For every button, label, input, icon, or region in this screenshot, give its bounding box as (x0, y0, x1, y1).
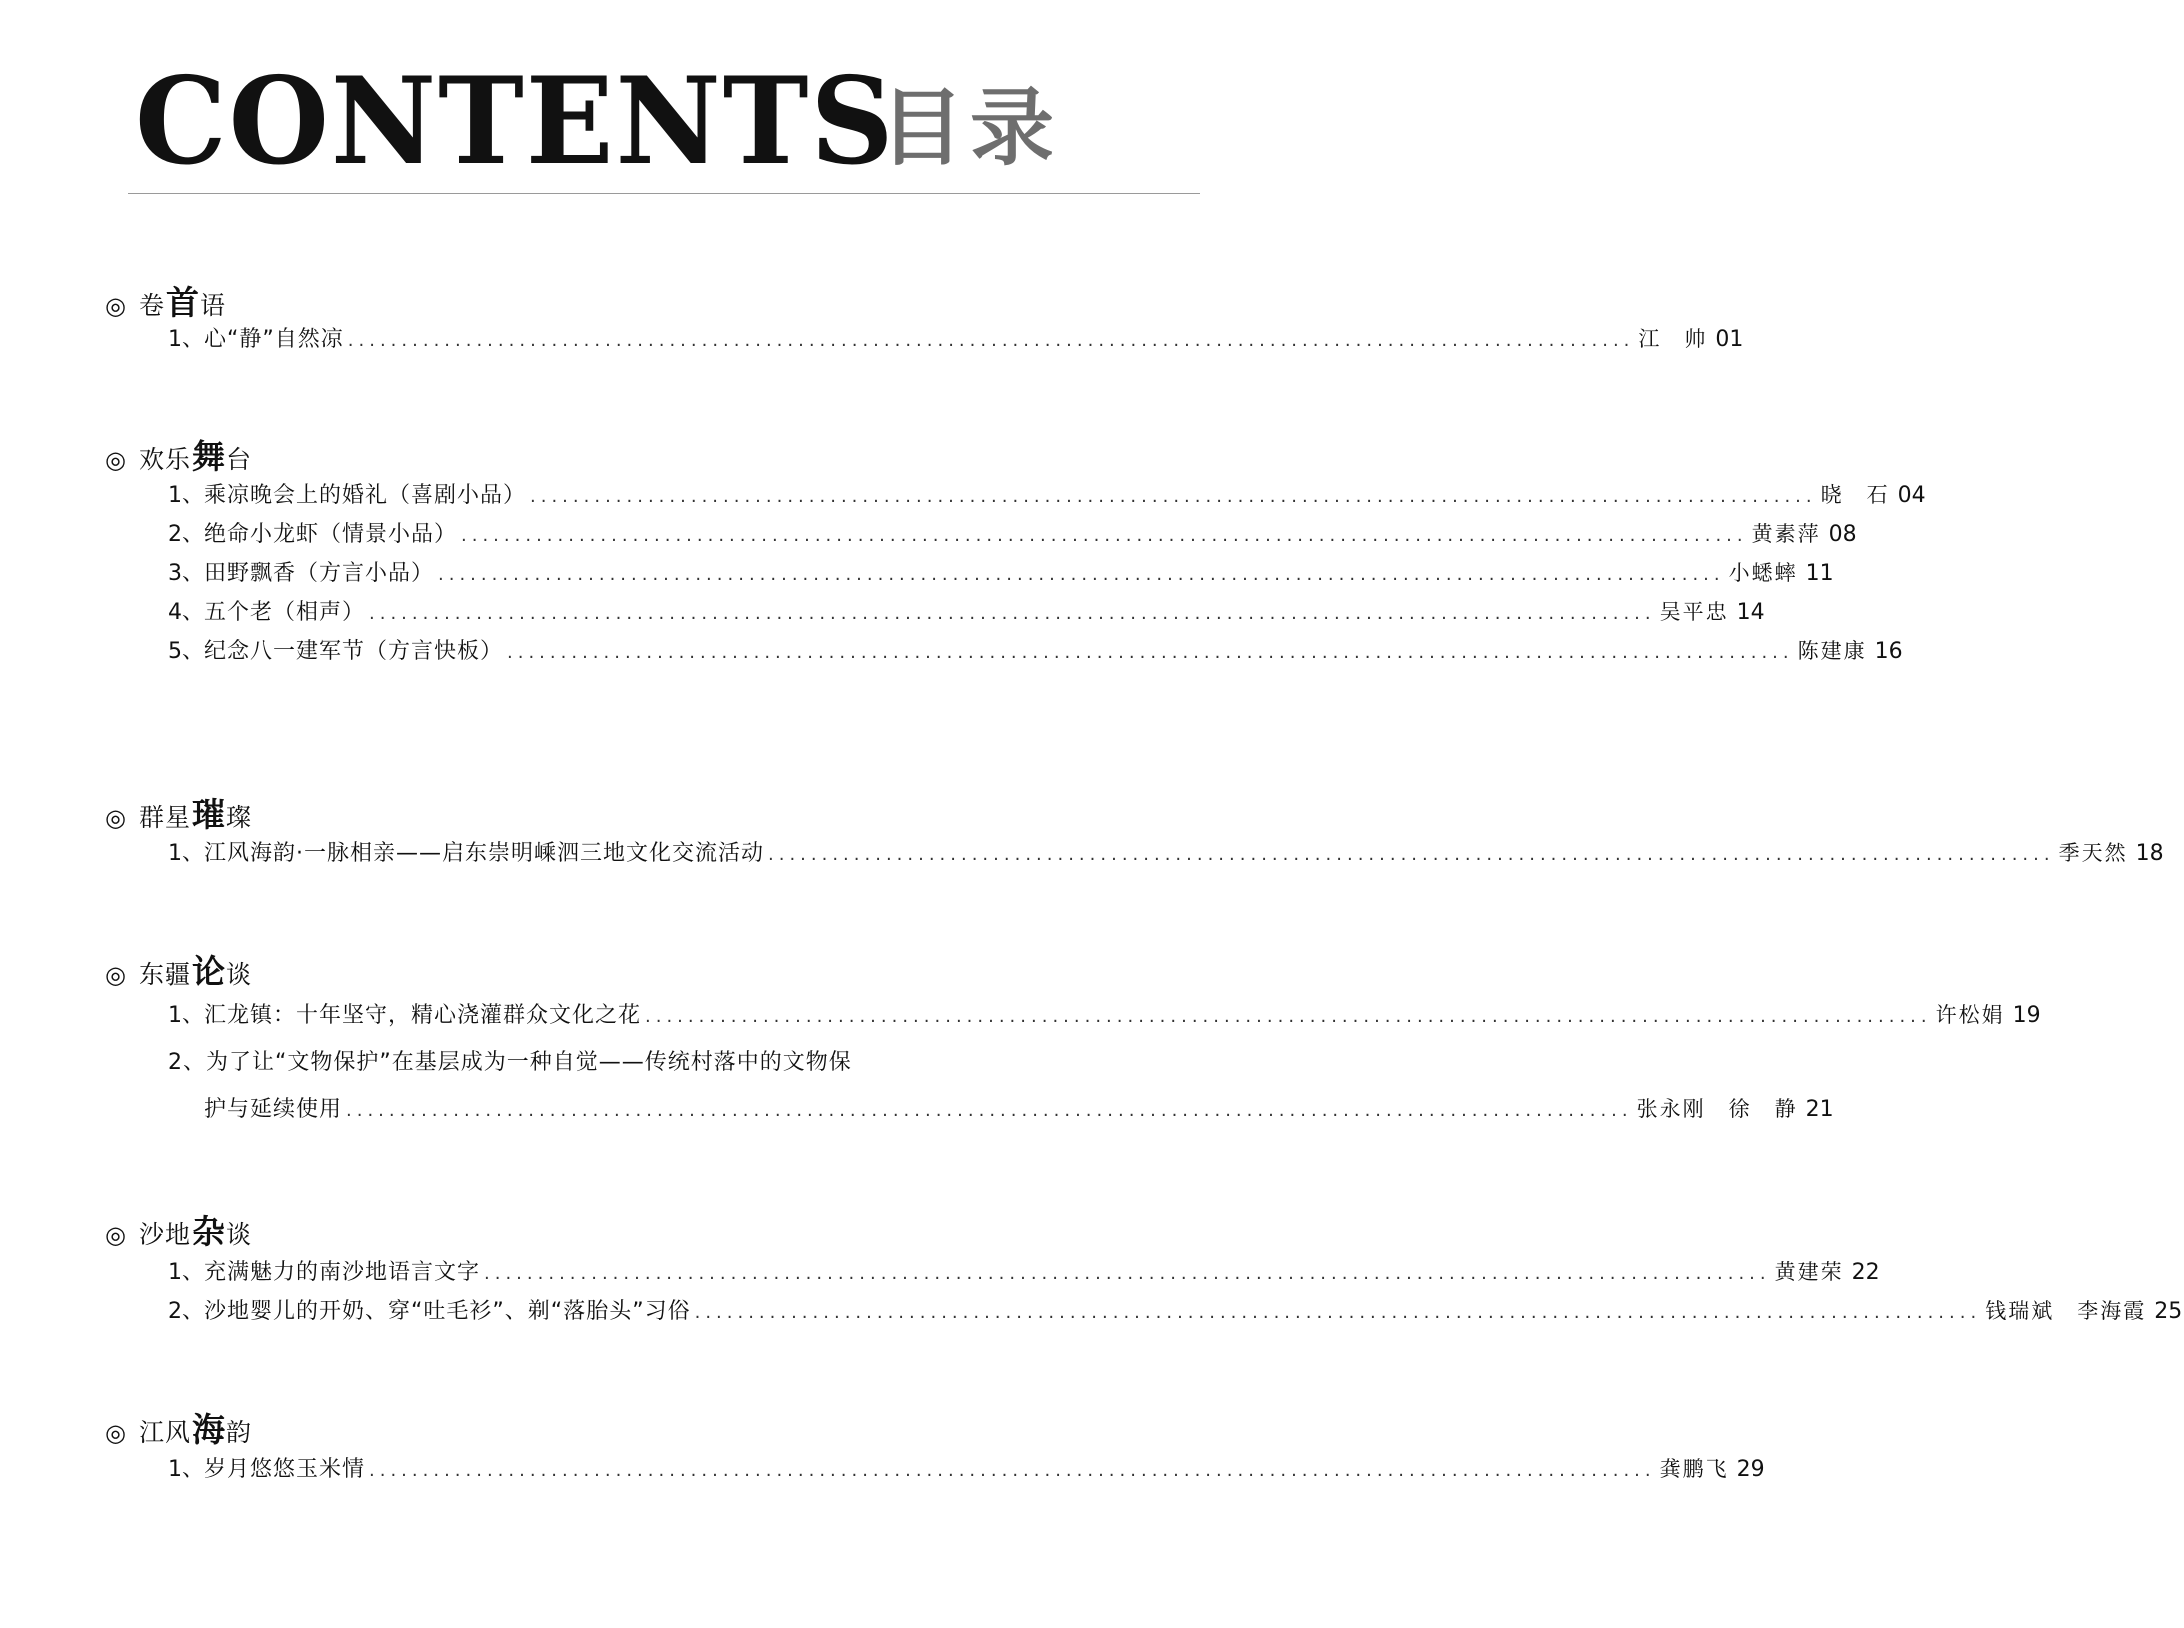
dot-leader: ........................................................................................................................ (645, 1006, 1932, 1027)
section-title-part: 群星 (139, 803, 192, 832)
entry-title: 纪念八一建军节（方言快板） (204, 639, 504, 664)
entry-title: 绝命小龙虾（情景小品） (204, 522, 458, 547)
section-title-part: 语 (200, 291, 227, 320)
dot-leader: ........................................................................................................................ (507, 642, 1794, 663)
toc-entry[interactable] (168, 556, 1834, 590)
section-title-part: 江风 (139, 1418, 192, 1447)
section-title-part: 谈 (226, 1220, 253, 1249)
section-title-accent: 论 (192, 952, 226, 991)
entry-page-number: 21 (1805, 1097, 1834, 1122)
entry-author: 江 帅 (1638, 327, 1708, 351)
section-title-shadizatan[interactable] (105, 1212, 252, 1252)
entry-page-number: 01 (1715, 327, 1744, 352)
entry-number: 5、 (168, 639, 204, 664)
section-title-part: 沙地 (139, 1220, 192, 1249)
section-title-jiangfenghaiyun[interactable] (105, 1410, 252, 1450)
section-title-accent: 舞 (192, 437, 226, 476)
toc-entry[interactable] (168, 998, 2041, 1032)
entry-page-number: 22 (1851, 1260, 1880, 1285)
dot-leader: ........................................................................................................................ (461, 525, 1748, 546)
entry-number: 2、 (168, 1299, 204, 1324)
toc-entry[interactable] (168, 634, 1903, 668)
toc-entry[interactable] (168, 1452, 1765, 1486)
entry-title: 田野飘香（方言小品） (204, 561, 435, 586)
toc-entry[interactable] (168, 1294, 2183, 1328)
contents-title-english: CONTENTS (135, 51, 896, 192)
toc-entry[interactable] (168, 836, 2164, 870)
dot-leader: ........................................................................................................................ (694, 1302, 1982, 1323)
entry-number: 2、 (168, 1050, 206, 1075)
double-circle-icon: ◎ (105, 446, 126, 474)
dot-leader: ........................................................................................................................ (438, 564, 1725, 585)
entry-number: 3、 (168, 561, 204, 586)
entry-page-number: 11 (1805, 561, 1834, 586)
entry-number: 1、 (168, 483, 204, 508)
entry-page-number: 16 (1874, 639, 1903, 664)
entry-number: 1、 (168, 841, 204, 866)
section-title-part: 欢乐 (139, 445, 192, 474)
section-title-huanlewutai[interactable] (105, 437, 252, 477)
section-title-part: 韵 (226, 1418, 253, 1447)
entry-number: 1、 (168, 327, 204, 352)
entry-title: 岁月悠悠玉米情 (204, 1457, 366, 1482)
section-title-dongjianglunta[interactable] (105, 952, 252, 992)
entry-page-number: 19 (2012, 1003, 2041, 1028)
entry-author: 钱瑞斌 李海霞 (1985, 1299, 2147, 1323)
section-title-part: 东疆 (139, 960, 192, 989)
double-circle-icon: ◎ (105, 804, 126, 832)
contents-header (0, 0, 1200, 200)
double-circle-icon: ◎ (105, 292, 126, 320)
entry-author: 许松娟 (1935, 1003, 2005, 1027)
entry-page-number: 18 (2135, 841, 2164, 866)
entry-title: 江风海韵·一脉相亲——启东崇明嵊泗三地文化交流活动 (204, 841, 764, 866)
section-title-juanshouyu[interactable] (105, 283, 226, 323)
dot-leader: ........................................................................................................................ (347, 330, 1635, 351)
entry-title: 心“静”自然凉 (204, 327, 344, 352)
section-title-accent: 首 (166, 283, 200, 322)
section-title-accent: 杂 (192, 1212, 226, 1251)
section-title-part: 谈 (226, 960, 253, 989)
entry-author: 黄素萍 (1751, 522, 1821, 546)
toc-entry[interactable] (168, 478, 1926, 512)
toc-entry[interactable] (168, 517, 1857, 551)
entry-number: 1、 (168, 1457, 204, 1482)
entry-author: 小蟋蟀 (1728, 561, 1798, 585)
entry-page-number: 25 (2154, 1299, 2183, 1324)
dot-leader: ........................................................................................................................ (369, 1460, 1656, 1481)
entry-title: 五个老（相声） (204, 600, 366, 625)
entry-page-number: 04 (1897, 483, 1926, 508)
entry-author: 龚鹏飞 (1659, 1457, 1729, 1481)
entry-title-line1: 为了让“文物保护”在基层成为一种自觉——传统村落中的文物保 (206, 1050, 852, 1075)
entry-number: 1、 (168, 1260, 204, 1285)
entry-page-number: 08 (1828, 522, 1857, 547)
entry-author: 陈建康 (1797, 639, 1867, 663)
entry-number: 1、 (168, 1003, 204, 1028)
entry-title: 沙地婴儿的开奶、穿“吐毛衫”、剃“落胎头”习俗 (204, 1299, 691, 1324)
entry-number: 4、 (168, 600, 204, 625)
toc-entry[interactable] (168, 1255, 1880, 1289)
entry-page-number: 14 (1736, 600, 1765, 625)
entry-author: 晓 石 (1820, 483, 1890, 507)
entry-title: 汇龙镇：十年坚守，精心浇灌群众文化之花 (204, 1003, 642, 1028)
dot-leader: ........................................................................................................................ (346, 1100, 1633, 1121)
section-title-qunxingcuican[interactable] (105, 795, 252, 835)
dot-leader: ........................................................................................................................ (484, 1263, 1771, 1284)
entry-title: 乘凉晚会上的婚礼（喜剧小品） (204, 483, 527, 508)
entry-number: 2、 (168, 522, 204, 547)
section-title-part: 璨 (226, 803, 253, 832)
entry-author: 季天然 (2058, 841, 2128, 865)
section-title-accent: 海 (192, 1410, 226, 1449)
entry-author: 吴平忠 (1659, 600, 1729, 624)
toc-entry-continuation[interactable] (168, 1092, 1834, 1126)
entry-page-number: 29 (1736, 1457, 1765, 1482)
toc-entry[interactable] (168, 595, 1765, 629)
section-title-part: 卷 (139, 291, 166, 320)
entry-title: 充满魅力的南沙地语言文字 (204, 1260, 481, 1285)
dot-leader: ........................................................................................................................ (530, 486, 1817, 507)
entry-author: 张永刚 徐 静 (1636, 1097, 1798, 1121)
toc-entry-first-line[interactable] (168, 1046, 852, 1080)
double-circle-icon: ◎ (105, 961, 126, 989)
dot-leader: ........................................................................................................................ (768, 844, 2055, 865)
double-circle-icon: ◎ (105, 1221, 126, 1249)
header-divider (128, 193, 1200, 194)
contents-title-chinese: 目录 (880, 79, 1061, 177)
entry-author: 黄建荣 (1774, 1260, 1844, 1284)
double-circle-icon: ◎ (105, 1419, 126, 1447)
dot-leader: ........................................................................................................................ (369, 603, 1656, 624)
section-title-accent: 璀 (192, 795, 226, 834)
section-title-part: 台 (226, 445, 253, 474)
entry-title: 护与延续使用 (204, 1097, 343, 1122)
toc-entry[interactable] (168, 322, 1744, 356)
